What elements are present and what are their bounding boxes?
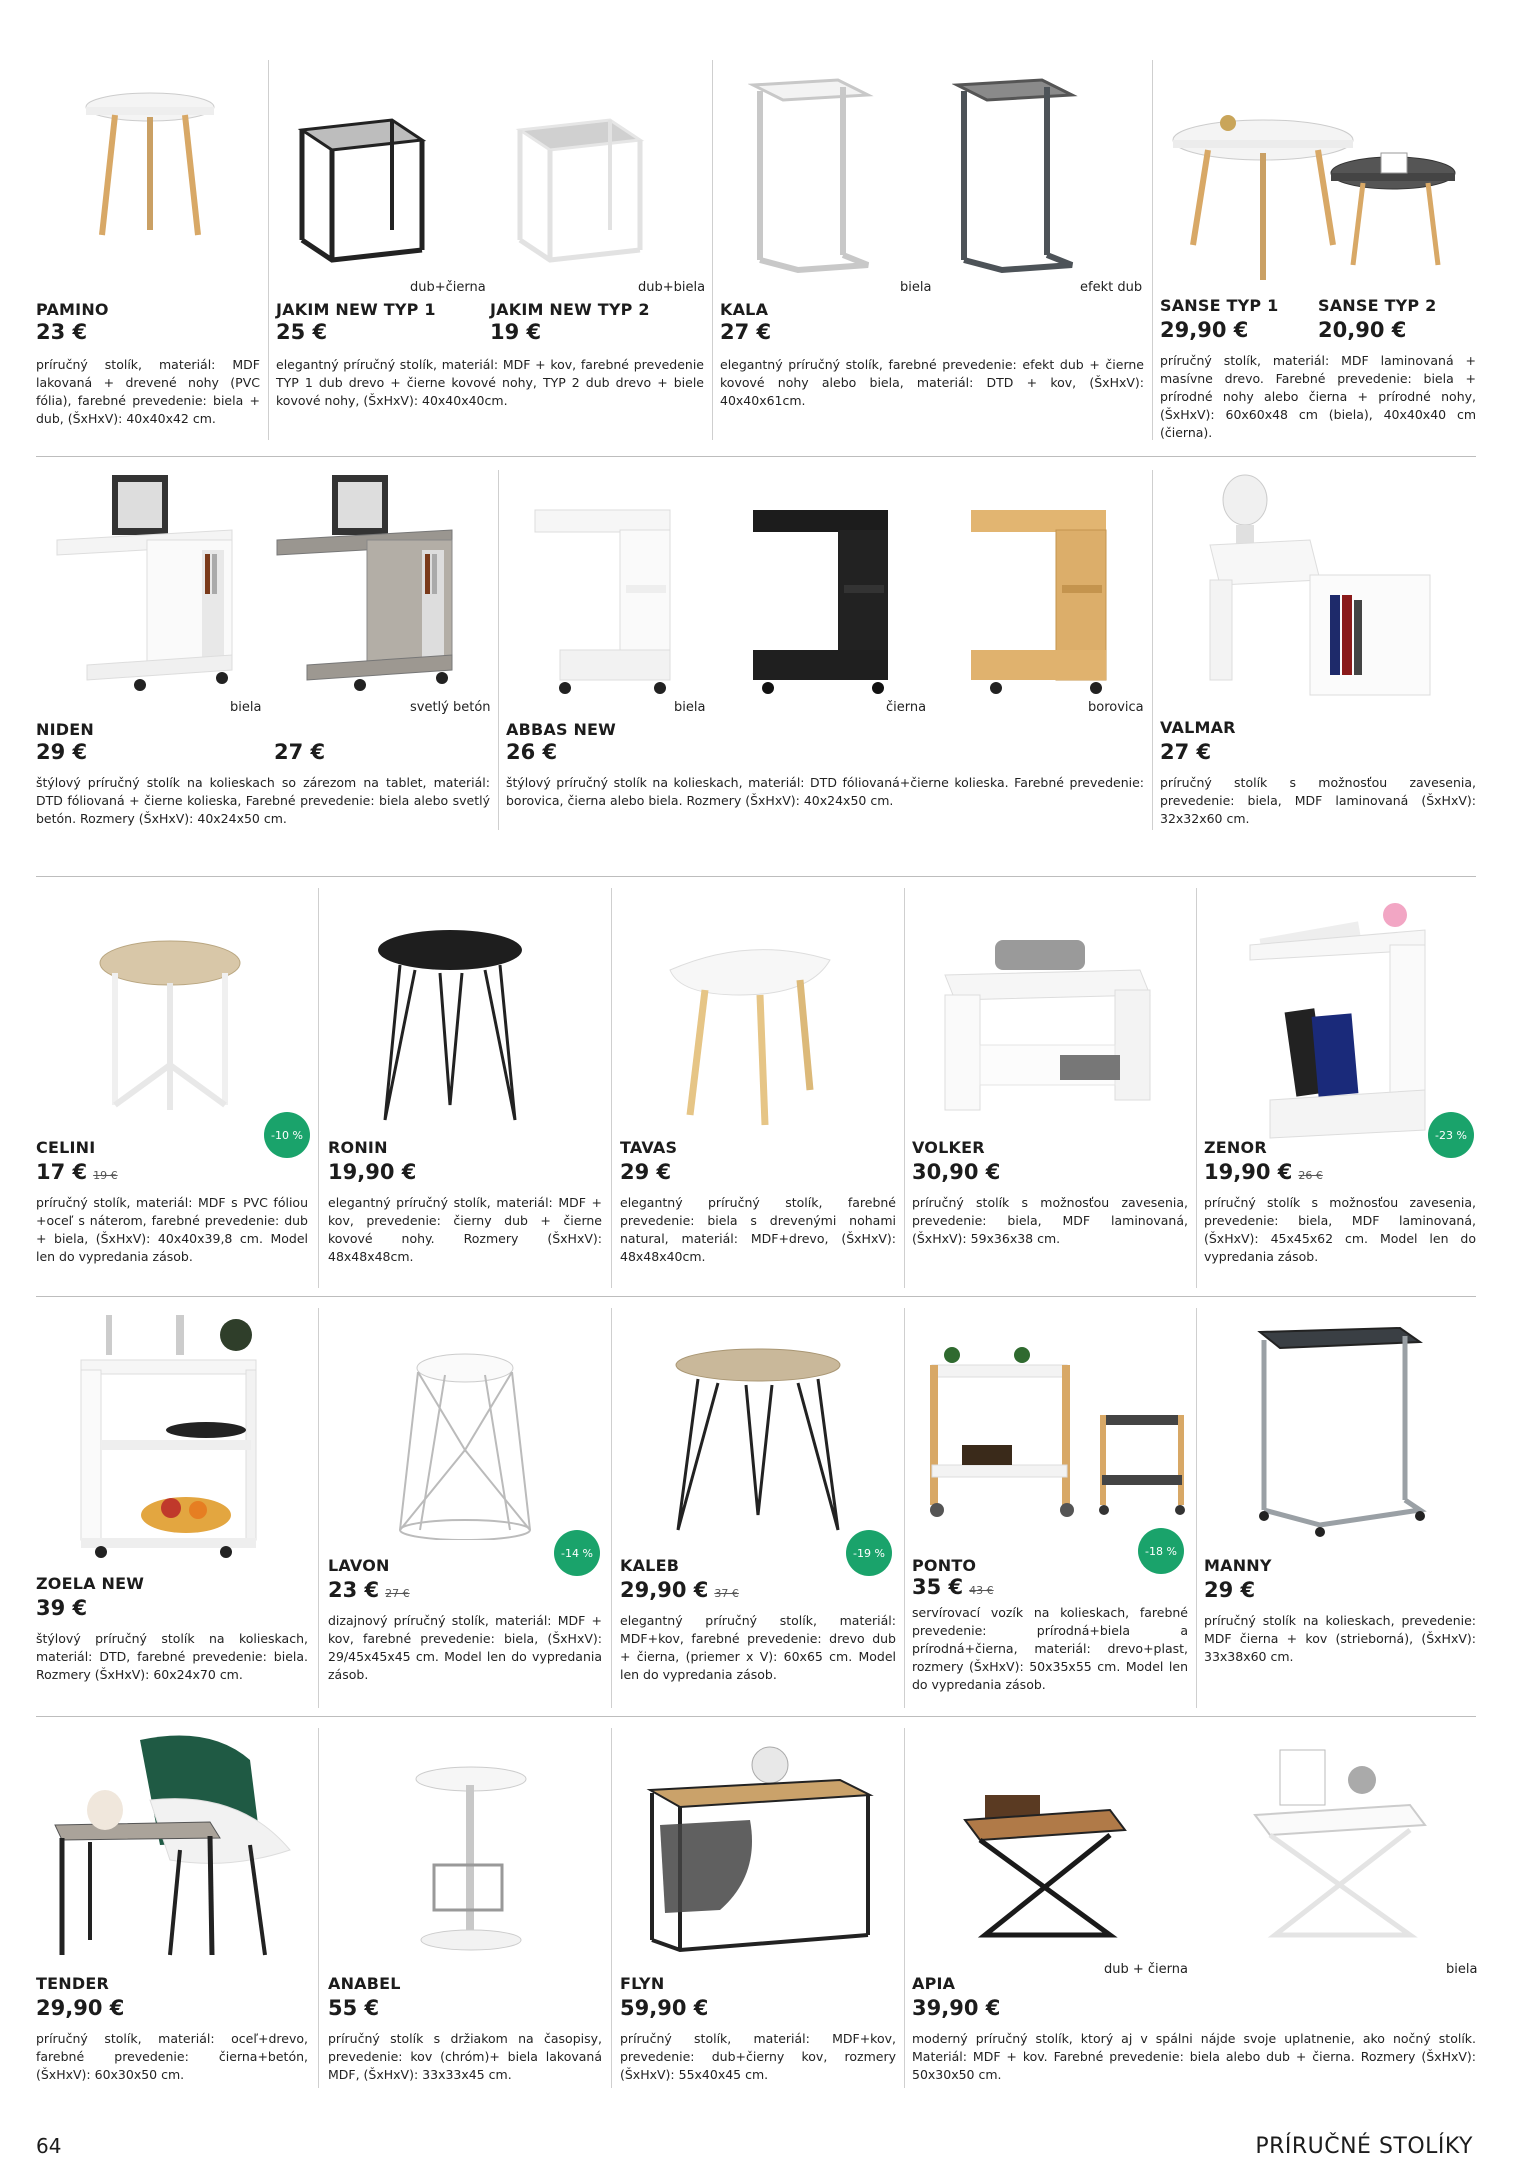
kala-white-image bbox=[748, 75, 878, 275]
current-price: 23 € bbox=[328, 1578, 380, 1602]
product-description: príručný stolík s možnosťou zavesenia, prevedenie: biela, MDF laminovaná (ŠxHxV): 32x32x60 cm. bbox=[1160, 775, 1476, 826]
anabel-table-image bbox=[406, 1765, 536, 1955]
product-name: SANSE TYP 1 bbox=[1160, 296, 1279, 315]
variant-label: biela bbox=[900, 280, 932, 295]
product-price: 29 € bbox=[36, 740, 88, 764]
product-description: moderný príručný stolík, ktorý aj v spálni nájde svoje uplatnenie, ako nočný stolík. Materiál: MDF + kov. Farebné prevedenie: biela alebo dub + čierna. Rozmery (ŠxHxV): 50x30x50 cm. bbox=[912, 2031, 1476, 2082]
product-description: elegantný príručný stolík, materiál: MDF + kov, farebné prevedenie TYP 1 dub drevo + čierne kovové nohy, TYP 2 dub drevo + biele kovové nohy, (ŠxHxV): 40x40x40cm. bbox=[276, 357, 704, 408]
variant-label: dub+biela bbox=[638, 280, 706, 295]
lavon-table-image bbox=[390, 1350, 540, 1540]
ponto-cart-image bbox=[922, 1345, 1192, 1525]
product-price: 26 € bbox=[506, 740, 558, 764]
volker-table-image bbox=[940, 935, 1160, 1115]
product-description: príručný stolík, materiál: MDF laminovaná + masívne drevo. Farebné prevedenie: biela + prírodné nohy alebo čierna + prírodné nohy, (ŠxHxV): 60x60x48 cm (biela), 40x40x40 cm (čierna). bbox=[1160, 353, 1476, 440]
variant-label: biela bbox=[230, 700, 262, 715]
tender-table-image bbox=[50, 1730, 300, 1960]
ronin-table-image bbox=[370, 925, 530, 1125]
product-price: 39 € bbox=[36, 1596, 88, 1620]
product-price bbox=[328, 1578, 410, 1602]
product-price: 27 € bbox=[720, 320, 772, 344]
current-price: 29,90 € bbox=[620, 1578, 709, 1602]
discount-badge: -10 % bbox=[264, 1112, 310, 1158]
product-description: príručný stolík na kolieskach, prevedenie: MDF čierna + kov (strieborná), (ŠxHxV): 33x38x60 cm. bbox=[1204, 1613, 1476, 1664]
product-price: 27 € bbox=[1160, 740, 1212, 764]
current-price: 19,90 € bbox=[1204, 1160, 1293, 1184]
product-name: RONIN bbox=[328, 1138, 388, 1157]
product-name: KALEB bbox=[620, 1556, 680, 1575]
current-price: 17 € bbox=[36, 1160, 88, 1184]
current-price: 35 € bbox=[912, 1575, 964, 1599]
apia-white-image bbox=[1250, 1740, 1430, 1940]
pamino-table-image bbox=[70, 85, 230, 245]
jakim-typ1-image bbox=[292, 110, 432, 270]
product-price: 19 € bbox=[490, 320, 542, 344]
product-name: NIDEN bbox=[36, 720, 94, 739]
product-description: dizajnový príručný stolík, materiál: MDF + kov, farebné prevedenie: biela, (ŠxHxV): 29/45x45x45 cm. Model len do vypredania zásob. bbox=[328, 1613, 602, 1682]
product-description: štýlový príručný stolík na kolieskach, materiál: DTD, farebné prevedenie: biela. Rozmery (ŠxHxV): 60x24x70 cm. bbox=[36, 1631, 308, 1682]
product-description: príručný stolík, materiál: oceľ+drevo, farebné prevedenie: čierna+betón, (ŠxHxV): 60x30x50 cm. bbox=[36, 2031, 308, 2082]
product-name: ANABEL bbox=[328, 1974, 401, 1993]
tavas-table-image bbox=[660, 940, 840, 1130]
variant-label: čierna bbox=[886, 700, 927, 715]
product-name: KALA bbox=[720, 300, 769, 319]
product-name: PAMINO bbox=[36, 300, 109, 319]
product-price: 55 € bbox=[328, 1996, 380, 2020]
product-price: 29,90 € bbox=[1160, 318, 1249, 342]
manny-table-image bbox=[1250, 1320, 1430, 1540]
product-name: ABBAS NEW bbox=[506, 720, 617, 739]
product-price bbox=[620, 1578, 739, 1602]
product-name: VALMAR bbox=[1160, 718, 1236, 737]
product-name: ZENOR bbox=[1204, 1138, 1267, 1157]
product-description: príručný stolík s možnosťou zavesenia, prevedenie: biela, MDF laminovaná, (ŠxHxV): 45x45x62 cm. Model len do vypredania zásob. bbox=[1204, 1195, 1476, 1264]
old-price: 27 € bbox=[385, 1587, 410, 1600]
jakim-typ2-image bbox=[510, 110, 650, 270]
product-price: 20,90 € bbox=[1318, 318, 1407, 342]
variant-label: efekt dub bbox=[1080, 280, 1143, 295]
product-description: elegantný príručný stolík, farebné prevedenie: biela s drevenými nohami natural, materiál: MDF+drevo, (ŠxHxV): 48x48x40cm. bbox=[620, 1195, 896, 1264]
product-price bbox=[912, 1575, 994, 1599]
product-price: 30,90 € bbox=[912, 1160, 1001, 1184]
zenor-table-image bbox=[1240, 900, 1440, 1140]
product-price: 39,90 € bbox=[912, 1996, 1001, 2020]
product-name: LAVON bbox=[328, 1556, 390, 1575]
product-description: štýlový príručný stolík na kolieskach so zárezom na tablet, materiál: DTD fóliovaná + čierne kolieska, Farebné prevedenie: biela alebo svetlý betón. Rozmery (ŠxHxV): 40x24x50 cm. bbox=[36, 775, 490, 826]
product-description: elegantný príručný stolík, farebné prevedenie: efekt dub + čierne kovové nohy alebo biela, materiál: DTD + kov, (ŠxHxV): 40x40x61cm. bbox=[720, 357, 1144, 408]
niden-concrete-image bbox=[272, 470, 462, 700]
page-number: 64 bbox=[36, 2134, 62, 2158]
discount-badge: -18 % bbox=[1138, 1528, 1184, 1574]
product-price bbox=[1204, 1160, 1323, 1184]
kala-oak-image bbox=[952, 75, 1082, 275]
kaleb-table-image bbox=[668, 1345, 848, 1535]
product-name: FLYN bbox=[620, 1974, 665, 1993]
product-name: TENDER bbox=[36, 1974, 109, 1993]
old-price: 37 € bbox=[714, 1587, 739, 1600]
product-price bbox=[36, 1160, 118, 1184]
product-name: SANSE TYP 2 bbox=[1318, 296, 1437, 315]
product-description: príručný stolík s možnosťou zavesenia, prevedenie: biela, MDF laminovaná, (ŠxHxV): 59x36x38 cm. bbox=[912, 1195, 1188, 1246]
product-price: 29 € bbox=[1204, 1578, 1256, 1602]
product-price: 59,90 € bbox=[620, 1996, 709, 2020]
product-name: JAKIM NEW TYP 2 bbox=[490, 300, 650, 319]
product-description: štýlový príručný stolík na kolieskach, materiál: DTD fóliovaná+čierne kolieska. Farebné prevedenie: borovica, čierna alebo biela. Rozmery (ŠxHxV): 40x24x50 cm. bbox=[506, 775, 1144, 808]
abbas-white-image bbox=[530, 500, 680, 700]
valmar-table-image bbox=[1200, 470, 1440, 700]
variant-label: dub + čierna bbox=[1104, 1962, 1188, 1977]
product-description: elegantný príručný stolík, materiál: MDF+kov, farebné prevedenie: drevo dub + čierna, (priemer x V): 60x65 cm. Model len do vypredania zásob. bbox=[620, 1613, 896, 1682]
section-title: PRÍRUČNÉ STOLÍKY bbox=[1255, 2134, 1473, 2159]
product-name: TAVAS bbox=[620, 1138, 678, 1157]
product-name: APIA bbox=[912, 1974, 956, 1993]
product-description: príručný stolík, materiál: MDF+kov, prevedenie: dub+čierny kov, rozmery (ŠxHxV): 55x40x45 cm. bbox=[620, 2031, 896, 2082]
product-price: 23 € bbox=[36, 320, 88, 344]
product-price: 19,90 € bbox=[328, 1160, 417, 1184]
discount-badge: -14 % bbox=[554, 1530, 600, 1576]
product-name: VOLKER bbox=[912, 1138, 985, 1157]
product-description: príručný stolík, materiál: MDF lakovaná + drevené nohy (PVC fólia), farebné prevedenie: biela + dub, (ŠxHxV): 40x40x42 cm. bbox=[36, 357, 260, 426]
flyn-table-image bbox=[640, 1735, 880, 1955]
variant-label: dub+čierna bbox=[410, 280, 486, 295]
product-name: MANNY bbox=[1204, 1556, 1272, 1575]
sanse-tables-image bbox=[1168, 95, 1468, 285]
celini-table-image bbox=[90, 935, 250, 1115]
product-price: 29 € bbox=[620, 1160, 672, 1184]
abbas-black-image bbox=[748, 500, 898, 700]
product-description: príručný stolík, materiál: MDF s PVC fóliou +oceľ s náterom, farebné prevedenie: dub + biela, (ŠxHxV): 40x40x39,8 cm. Model len do vypredania zásob. bbox=[36, 1195, 308, 1264]
old-price: 26 € bbox=[1298, 1169, 1323, 1182]
apia-oak-image bbox=[960, 1740, 1130, 1940]
discount-badge: -23 % bbox=[1428, 1112, 1474, 1158]
product-description: príručný stolík s držiakom na časopisy, prevedenie: kov (chróm)+ biela lakovaná MDF, (ŠxHxV): 33x33x45 cm. bbox=[328, 2031, 602, 2082]
variant-label: biela bbox=[674, 700, 706, 715]
product-price: 25 € bbox=[276, 320, 328, 344]
product-description: servírovací vozík na kolieskach, farebné prevedenie: prírodná+biela a prírodná+čierna, materiál: drevo+plast, rozmery (ŠxHxV): 50x35x55 cm. Model len do vypredania zásob. bbox=[912, 1605, 1188, 1692]
variant-label: svetlý betón bbox=[410, 700, 491, 715]
product-price: 29,90 € bbox=[36, 1996, 125, 2020]
variant-label: biela bbox=[1446, 1962, 1478, 1977]
zoela-table-image bbox=[76, 1310, 266, 1560]
old-price: 19 € bbox=[93, 1169, 118, 1182]
variant-label: borovica bbox=[1088, 700, 1144, 715]
abbas-pine-image bbox=[966, 500, 1116, 700]
discount-badge: -19 % bbox=[846, 1530, 892, 1576]
niden-white-image bbox=[52, 470, 242, 700]
product-name: CELINI bbox=[36, 1138, 96, 1157]
product-name: ZOELA NEW bbox=[36, 1574, 145, 1593]
old-price: 43 € bbox=[969, 1584, 994, 1597]
product-name: JAKIM NEW TYP 1 bbox=[276, 300, 436, 319]
product-price: 27 € bbox=[274, 740, 326, 764]
product-name: PONTO bbox=[912, 1556, 977, 1575]
product-description: elegantný príručný stolík, materiál: MDF + kov, prevedenie: čierny dub + čierne kovové nohy. Rozmery (ŠxHxV): 48x48x48cm. bbox=[328, 1195, 602, 1264]
